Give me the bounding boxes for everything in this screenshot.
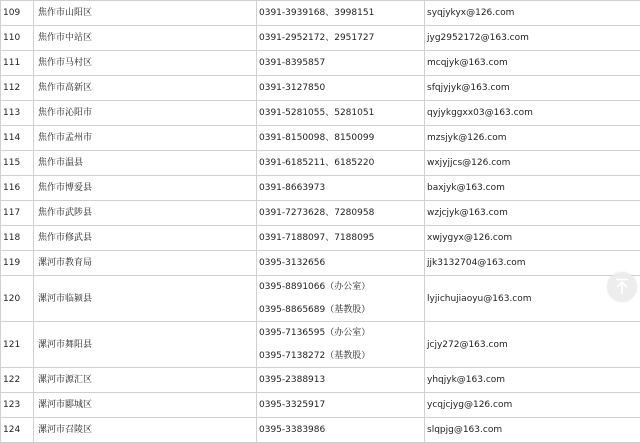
table-row (1, 1, 640, 26)
table-row (1, 176, 640, 201)
email-address: qyjykggxx03@163.com (425, 101, 640, 126)
unit-name: 焦作市高新区 (34, 76, 257, 101)
table-row (1, 368, 640, 393)
table-row (1, 251, 640, 276)
phone-number: 0395-7136595（办公室） (259, 328, 371, 338)
phone-cell (257, 251, 425, 276)
email-address: xwjygyx@126.com (425, 226, 640, 251)
phone-number: 0391-8395857 (259, 58, 326, 68)
unit-name: 漯河市临颍县 (34, 276, 257, 322)
phone-number: 0391-5281055、5281051 (259, 108, 375, 118)
row-number: 112 (1, 76, 34, 101)
email-address: syqjykyx@126.com (425, 1, 640, 26)
row-number: 120 (1, 276, 34, 322)
row-number: 113 (1, 101, 34, 126)
email-address: lyjichujiaoyu@163.com (425, 276, 640, 322)
row-number: 109 (1, 1, 34, 26)
row-number: 115 (1, 151, 34, 176)
row-number: 121 (1, 322, 34, 368)
phone-number: 0395-3383986 (259, 425, 326, 435)
unit-name: 焦作市马村区 (34, 51, 257, 76)
phone-number: 0391-3127850 (259, 83, 326, 93)
email-address: mzsjyk@126.com (425, 126, 640, 151)
phone-number: 0395-8865689（基教股） (259, 305, 371, 315)
row-number: 123 (1, 393, 34, 418)
unit-name: 焦作市武陟县 (34, 201, 257, 226)
table-row (1, 276, 640, 322)
phone-number: 0395-8891066（办公室） (259, 282, 371, 292)
phone-number: 0391-8663973 (259, 183, 326, 193)
phone-cell (257, 322, 425, 368)
phone-number: 0391-8150098、8150099 (259, 133, 375, 143)
row-number: 117 (1, 201, 34, 226)
unit-name: 焦作市山阳区 (34, 1, 257, 26)
email-address: wzjcjyk@163.com (425, 201, 640, 226)
unit-name: 漯河市教育局 (34, 251, 257, 276)
arrow-up-icon (614, 278, 630, 296)
phone-number: 0395-2388913 (259, 375, 326, 385)
phone-cell (257, 368, 425, 393)
phone-cell (257, 101, 425, 126)
row-number: 111 (1, 51, 34, 76)
unit-name: 漯河市舞阳县 (34, 322, 257, 368)
email-address: sfqjyjyk@163.com (425, 76, 640, 101)
back-to-top-button[interactable] (607, 272, 637, 302)
table-row (1, 201, 640, 226)
phone-cell (257, 76, 425, 101)
email-address: mcqjyk@163.com (425, 51, 640, 76)
phone-number: 0391-6185211、6185220 (259, 158, 375, 168)
phone-number: 0391-2952172、2951727 (259, 33, 375, 43)
table-row (1, 26, 640, 51)
phone-cell (257, 26, 425, 51)
email-address: ycqjcjyg@126.com (425, 393, 640, 418)
table-row (1, 418, 640, 443)
phone-cell (257, 201, 425, 226)
unit-name: 焦作市孟州市 (34, 126, 257, 151)
row-number: 114 (1, 126, 34, 151)
phone-number: 0395-3325917 (259, 400, 326, 410)
table-row (1, 151, 640, 176)
row-number: 118 (1, 226, 34, 251)
email-address: jjk3132704@163.com (425, 251, 640, 276)
table-row (1, 226, 640, 251)
email-address: wxjyjjcs@126.com (425, 151, 640, 176)
email-address: jyg2952172@163.com (425, 26, 640, 51)
phone-cell (257, 418, 425, 443)
unit-name: 漯河市源汇区 (34, 368, 257, 393)
phone-cell (257, 51, 425, 76)
phone-cell (257, 1, 425, 26)
email-address: slqpjg@163.com (425, 418, 640, 443)
phone-cell (257, 393, 425, 418)
phone-number: 0395-3132656 (259, 258, 326, 268)
unit-name: 焦作市修武县 (34, 226, 257, 251)
phone-cell (257, 276, 425, 322)
phone-cell (257, 176, 425, 201)
table-row (1, 393, 640, 418)
unit-name: 焦作市沁阳市 (34, 101, 257, 126)
row-number: 110 (1, 26, 34, 51)
phone-number: 0391-3939168、3998151 (259, 8, 375, 18)
phone-number: 0391-7188097、7188095 (259, 233, 375, 243)
unit-name: 漯河市郾城区 (34, 393, 257, 418)
email-address: baxjyk@163.com (425, 176, 640, 201)
table-row (1, 51, 640, 76)
row-number: 124 (1, 418, 34, 443)
email-address: yhqjyk@163.com (425, 368, 640, 393)
row-number: 119 (1, 251, 34, 276)
unit-name: 漯河市召陵区 (34, 418, 257, 443)
unit-name: 焦作市中站区 (34, 26, 257, 51)
table-row (1, 126, 640, 151)
table-body (1, 1, 640, 443)
phone-number: 0391-7273628、7280958 (259, 208, 375, 218)
table-row (1, 322, 640, 368)
phone-cell (257, 226, 425, 251)
row-number: 122 (1, 368, 34, 393)
unit-name: 焦作市温县 (34, 151, 257, 176)
unit-name: 焦作市博爱县 (34, 176, 257, 201)
phone-cell (257, 151, 425, 176)
row-number: 116 (1, 176, 34, 201)
table-row (1, 76, 640, 101)
phone-cell (257, 126, 425, 151)
table-row (1, 101, 640, 126)
phone-number: 0395-7138272（基教股） (259, 351, 371, 361)
email-address: jcjy272@163.com (425, 322, 640, 368)
